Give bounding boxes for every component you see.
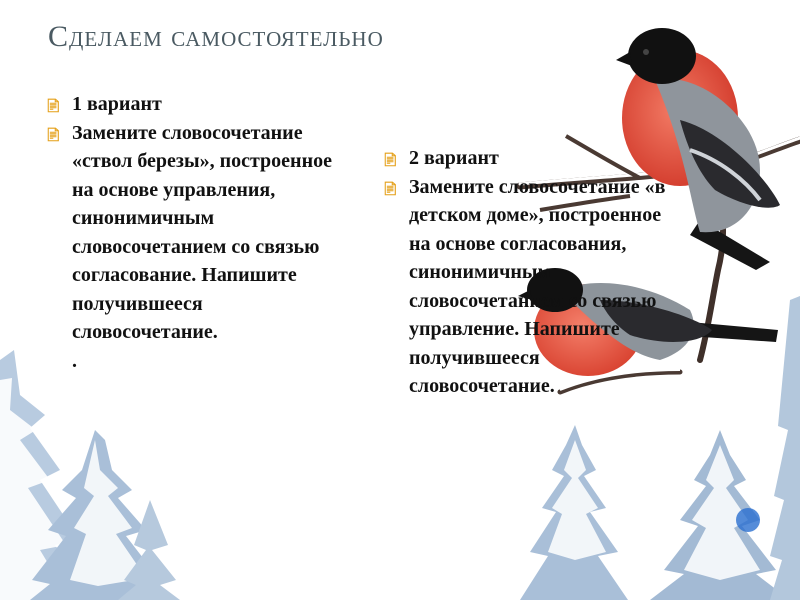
variant-1-label: 1 вариант bbox=[72, 93, 162, 115]
checkbox-bullet-icon: 📄︎ bbox=[45, 98, 62, 113]
variant-2-task: Замените словосочетание «в детском доме», построенное на основе согласования, синонимичным словосочетанием со связью управление. Напишите получившееся словосочетание. bbox=[409, 175, 666, 397]
bullet-item-variant-2-label bbox=[382, 144, 682, 173]
variant-2-column bbox=[382, 144, 682, 401]
checkbox-bullet-icon: 📄︎ bbox=[45, 126, 62, 142]
slide-title: Сделаем самостоятельно bbox=[48, 20, 384, 53]
variant-1-column bbox=[45, 90, 345, 375]
bullet-item-variant-1-task bbox=[45, 119, 345, 347]
snowy-fir-left bbox=[0, 350, 180, 600]
bullet-item-variant-1-label bbox=[45, 90, 345, 119]
checkbox-bullet-icon: 📄︎ bbox=[382, 152, 399, 167]
variant-2-label: 2 вариант bbox=[409, 147, 499, 169]
checkbox-bullet-icon: 📄︎ bbox=[382, 180, 399, 196]
trailing-mark: . bbox=[72, 349, 77, 372]
variant-1-task: Замените словосочетание «ствол березы», построенное на основе управления, синонимичным словосочетанием со связью согласование. Напишите получившееся словосочетание. bbox=[72, 121, 332, 343]
bullet-item-variant-2-task bbox=[382, 173, 682, 401]
